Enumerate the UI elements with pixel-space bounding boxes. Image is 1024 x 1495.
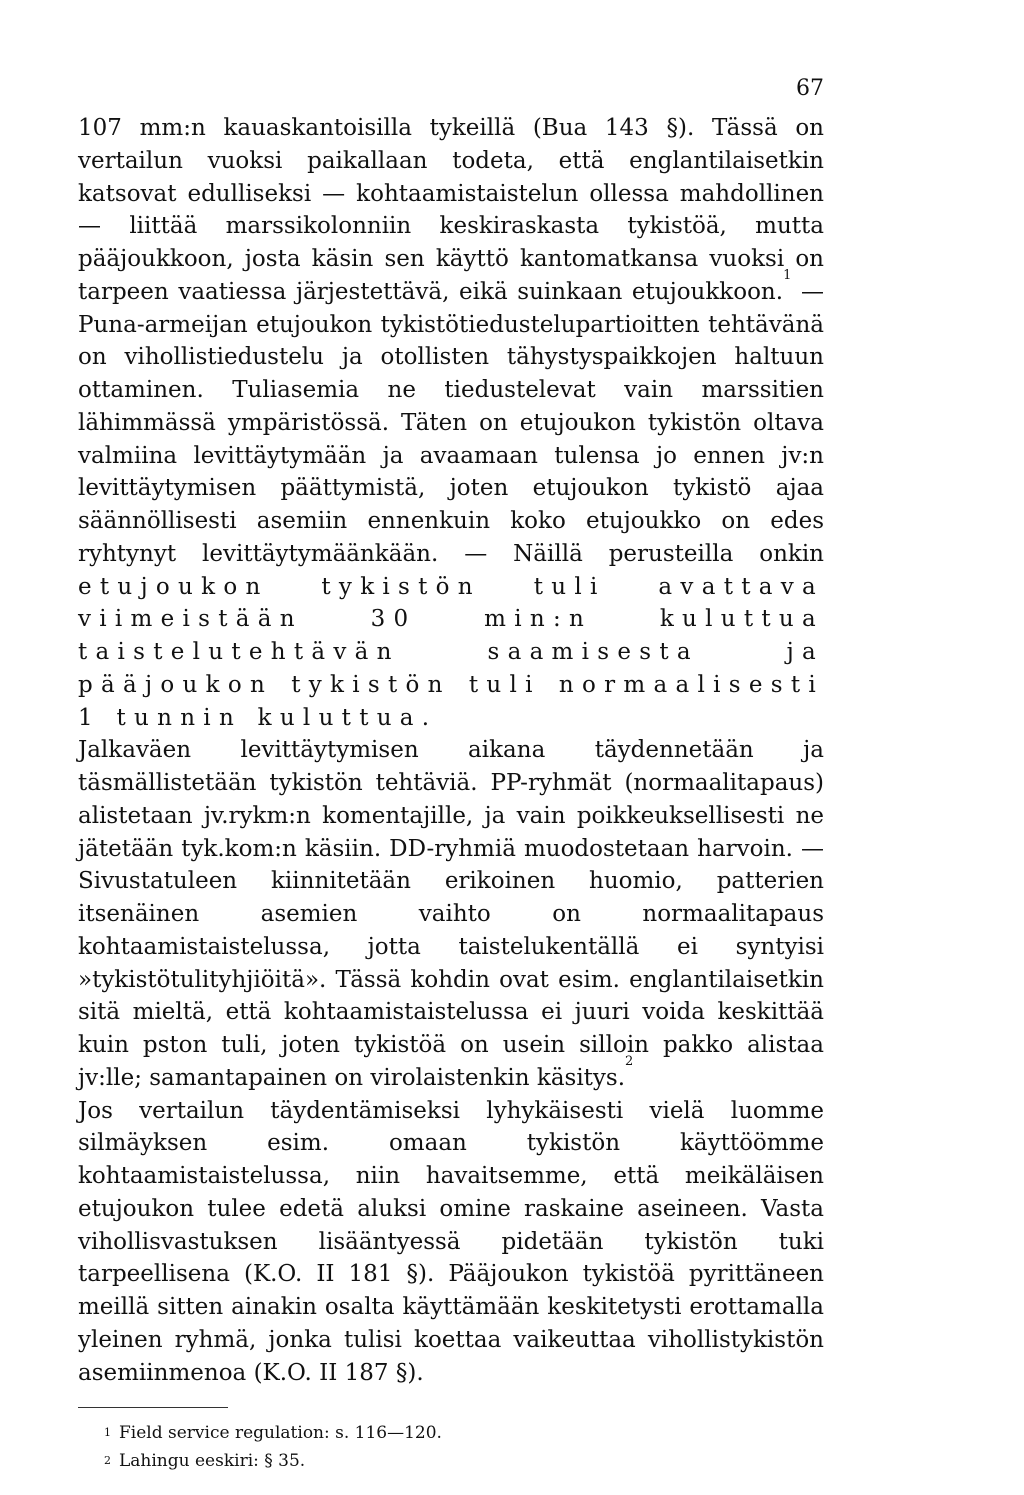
page-number: 67 bbox=[796, 76, 824, 101]
footnote-reference: 1 bbox=[783, 267, 792, 283]
text-run: Jalkaväen levittäytymisen aikana täydennetään ja täsmällistetään tykistön tehtäviä. PP-ryhmät (normaalitapaus) alistetaan jv.rykm:n komentajille, ja vain poikkeuksellisesti ne jätetään tyk.kom:n käsiin. DD-ryhmiä muodostetaan harvoin. — Sivustatuleen kiinnitetään erikoinen huomio, patterien itsenäinen asemien vaihto on normaalitapaus kohtaamistaistelussa, jotta taistelukentällä ei syntyisi »tykistötulityhjiöitä». Tässä kohdin ovat esim. englantilaisetkin sitä mieltä, että kohtaamistaistelussa ei juuri voida keskittää kuin pston tuli, joten tykistöä on usein silloin pakko alistaa jv:lle; samantapainen on virolaistenkin käsitys. bbox=[78, 737, 824, 1091]
footnote-reference: 2 bbox=[625, 1053, 634, 1069]
footnote-mark: 2 bbox=[104, 1454, 111, 1467]
emphasized-text: etujoukon tykistön tuli avattava viimeistään 30 min:n kuluttua taistelutehtävän saamisesta ja pääjoukon tykistön tuli normaalisesti 1 tunnin kuluttua. bbox=[78, 573, 824, 731]
footnote-mark: 1 bbox=[104, 1426, 111, 1439]
footnote-divider bbox=[78, 1407, 228, 1408]
paragraph bbox=[78, 112, 824, 734]
text-run: Jos vertailun täydentämiseksi lyhykäisesti vielä luomme silmäyksen esim. omaan tykistön käyttöömme kohtaamistaistelussa, niin havaitsemme, että meikäläisen etujoukon tulee edetä aluksi omine raskaine aseineen. Vasta vihollisvastuksen lisääntyessä pidetään tykistön tuki tarpeellisena (K.O. II 181 §). Pääjoukon tykistöä pyrittäneen meillä sitten ainakin osalta käyttämään keskitetysti erottamalla yleinen ryhmä, jonka tulisi koettaa vaikeuttaa vihollistykistön asemiinmenoa (K.O. II 187 §). bbox=[78, 1097, 824, 1386]
footnotes bbox=[104, 1419, 804, 1475]
body-text bbox=[78, 112, 824, 1389]
text-run: 107 mm:n kauaskantoisilla tykeillä (Bua 143 §). Tässä on vertailun vuoksi paikallaan todeta, että englantilaisetkin katsovat edulliseksi — kohtaamistaistelun ollessa mahdollinen — liittää marssikolonniin keskiraskasta tykistöä, mutta pääjoukkoon, josta käsin sen käyttö kantomatkansa vuoksi on tarpeen vaatiessa järjestettävä, eikä suinkaan etujoukkoon. bbox=[78, 115, 824, 305]
footnote-text: Lahingu eeskiri: § 35. bbox=[119, 1451, 306, 1471]
text-run: — Puna-armeijan etujoukon tykistötiedustelupartioitten tehtävänä on vihollistiedustelu ja otollisten tähystyspaikkojen haltuun ottaminen. Tuliasemia ne tiedustelevat vain marssitien lähimmässä ympäristössä. Täten on etujoukon tykistön oltava valmiina levittäytymään ja avaamaan tulensa jo ennen jv:n levittäytymisen päättymistä, joten etujoukon tykistö ajaa säännöllisesti asemiin ennenkuin koko etujoukko on edes ryhtynyt levittäytymäänkään. — Näillä perusteilla onkin bbox=[78, 278, 824, 567]
footnote-text: Field service regulation: s. 116—120. bbox=[119, 1423, 442, 1443]
footnote bbox=[104, 1447, 804, 1475]
paragraph bbox=[78, 734, 824, 1094]
paragraph bbox=[78, 1095, 824, 1390]
footnote bbox=[104, 1419, 804, 1447]
